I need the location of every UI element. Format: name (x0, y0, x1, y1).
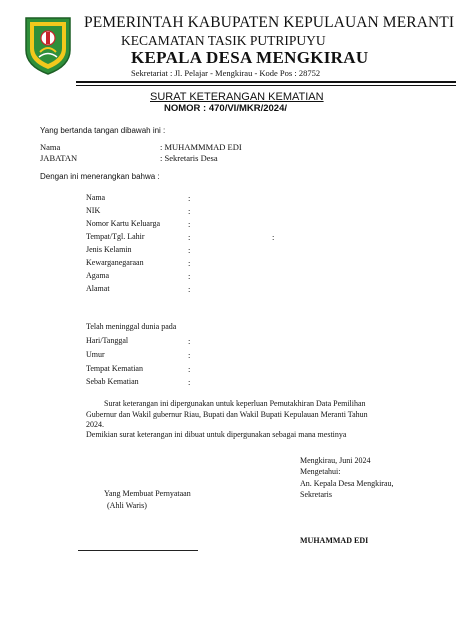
document-title: SURAT KETERANGAN KEMATIAN (150, 91, 324, 103)
signer-position-value: : Sekretaris Desa (160, 153, 218, 163)
document-number: NOMOR : 470/VI/MKR/2024/ (164, 103, 288, 114)
letterhead-rule-thick (76, 81, 456, 83)
field-colon: : (188, 232, 191, 242)
signer-name-value: : MUHAMMMAD EDI (160, 142, 242, 152)
death-field-colon: : (188, 364, 191, 374)
death-field-colon: : (188, 350, 191, 360)
letterhead-line2: KECAMATAN TASIK PUTRIPUYU (121, 33, 326, 48)
paragraph-closing: Demikian surat keterangan ini dibuat untuk dipergunakan sebagai mana mestinya (86, 430, 347, 439)
field-label: Nama (86, 193, 106, 202)
paragraph-purpose-line1: Surat keterangan ini dipergunakan untuk keperluan Pemutakhiran Data Pemilihan (104, 399, 366, 408)
sign-on-behalf: An. Kepala Desa Mengkirau, (300, 479, 394, 488)
field-colon: : (188, 271, 191, 281)
regency-emblem-logo (22, 14, 74, 76)
death-field-label: Tempat Kematian (86, 364, 143, 373)
letterhead-line1: PEMERINTAH KABUPATEN KEPULAUAN MERANTI (84, 14, 455, 31)
died-text: Telah meninggal dunia pada (86, 322, 177, 331)
declare-text: Dengan ini menerangkan bahwa : (40, 172, 160, 181)
field-label: Tempat/Tgl. Lahir (86, 232, 145, 241)
sign-role: Sekretaris (300, 490, 332, 499)
paragraph-purpose-line3: 2024. (86, 420, 104, 429)
maker-label: Yang Membuat Pernyataan (104, 489, 191, 498)
field-label: Jenis Kelamin (86, 245, 132, 254)
death-field-label: Hari/Tanggal (86, 336, 129, 345)
field-colon: : (188, 193, 191, 203)
field-colon: : (188, 245, 191, 255)
death-field-label: Umur (86, 350, 105, 359)
field-colon: : (188, 284, 191, 294)
death-field-colon: : (188, 336, 191, 346)
field-colon: : (188, 258, 191, 268)
sign-place-date: Mengkirau, Juni 2024 (300, 456, 371, 465)
field-label: Alamat (86, 284, 110, 293)
field-label: Nomor Kartu Keluarga (86, 219, 161, 228)
signer-name-label: Nama (40, 142, 61, 152)
signer-position-label: JABATAN (40, 153, 78, 163)
field-label: NIK (86, 206, 101, 215)
sign-official-name: MUHAMMAD EDI (300, 536, 369, 545)
letterhead-address: Sekretariat : Jl. Pelajar - Mengkirau - Kode Pos : 28752 (131, 68, 321, 78)
field-label: Agama (86, 271, 110, 280)
letterhead-line3: KEPALA DESA MENGKIRAU (131, 48, 369, 67)
death-field-label: Sebab Kematian (86, 377, 139, 386)
paragraph-purpose-line2: Gubernur dan Wakil gubernur Riau, Bupati dan Wakil Bupati Kepulauan Meranti Tahun (86, 410, 368, 419)
intro-text: Yang bertanda tangan dibawah ini : (40, 126, 166, 135)
field-colon: : (188, 219, 191, 229)
field-colon-extra: : (272, 232, 275, 242)
letterhead-rule-thin (76, 85, 456, 86)
death-field-colon: : (188, 377, 191, 387)
sign-known: Mengetahui: (300, 467, 341, 476)
heir-label: (Ahli Waris) (107, 501, 147, 510)
field-label: Kewarganegaraan (86, 258, 144, 267)
heir-signature-line (78, 550, 198, 551)
field-colon: : (188, 206, 191, 216)
